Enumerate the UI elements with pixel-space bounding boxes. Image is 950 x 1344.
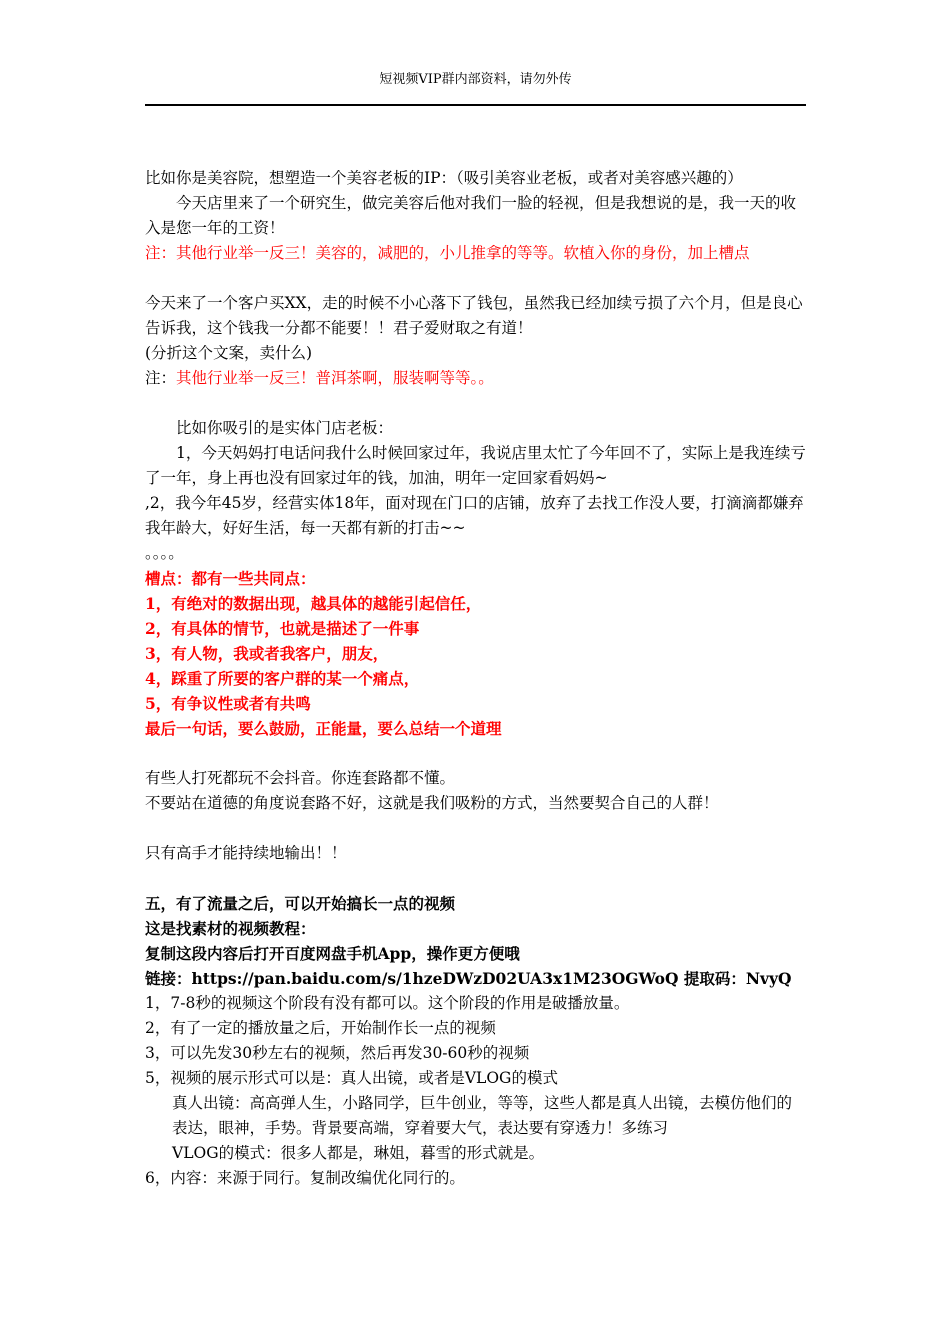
list-item-6: 6，内容：来源于同行。复制改编优化同行的。 (145, 1169, 465, 1187)
tutorial-label: 这是找素材的视频教程： (145, 919, 316, 938)
list-item-1: 1，7-8秒的视频这个阶段有没有都可以。这个阶段的作用是破播放量。 (145, 994, 630, 1012)
paragraph-morality: 不要站在道德的角度说套路不好，这就是我们吸粉的方式，当然要契合自己的人群！ (145, 794, 719, 812)
page-header: 短视频VIP群内部资料，请勿外传 (379, 72, 572, 87)
document-body (145, 166, 806, 1191)
paragraph-expert: 只有高手才能持续地输出！！ (145, 844, 347, 862)
paragraph-analyze: (分折这个文案，卖什么) (145, 344, 313, 362)
note-prefix: 注： (145, 369, 177, 387)
note-tea (145, 366, 806, 391)
list-item-5: 5，视频的展示形式可以是：真人出镜，或者是VLOG的模式 (145, 1069, 558, 1087)
list-item-2: 2，有了一定的播放量之后，开始制作长一点的视频 (145, 1019, 496, 1037)
baidu-instruction: 复制这段内容后打开百度网盘手机App，操作更方便哦 (145, 944, 520, 963)
note-beauty: 注：其他行业举一反三！美容的，减肥的，小儿推拿的等等。软植入你的身份，加上槽点 (145, 244, 750, 262)
paragraph-store-example-1: 1，今天妈妈打电话问我什么时候回家过年，我说店里太忙了今年回不了，实际上是我连续亏了一年，身上再也没有回家过年的钱，加油，明年一定回家看妈妈~ (145, 444, 806, 487)
paragraph-store-example-2: ,2，我今年45岁，经营实体18年，面对现在门口的店铺，放弃了去找工作没人要，打滴滴都嫌弃我年龄大，好好生活，每一天都有新的打击~~ (145, 494, 804, 537)
list-item-5-real-person: 真人出镜：高高弹人生，小路同学，巨牛创业，等等，这些人都是真人出镜，去模仿他们的表达，眼神，手势。背景要高端，穿着要大气，表达要有穿透力！多练习 (172, 1094, 793, 1137)
paragraph-beauty-example: 今天店里来了一个研究生，做完美容后他对我们一脸的轻视，但是我想说的是，我一天的收入是您一年的工资！ (145, 194, 797, 237)
paragraph-ellipsis: 。。。。 (145, 544, 184, 562)
key-point-2: 2，有具体的情节，也就是描述了一件事 (145, 619, 420, 638)
paragraph-beauty-intro: 比如你是美容院，想塑造一个美容老板的IP：（吸引美容业老板，或者对美容感兴趣的） (145, 169, 743, 187)
key-point-1: 1，有绝对的数据出现，越具体的越能引起信任， (145, 594, 482, 613)
key-points-title: 槽点：都有一些共同点： (145, 569, 316, 588)
key-point-3: 3，有人物，我或者我客户，朋友， (145, 644, 389, 663)
key-point-final: 最后一句话，要么鼓励，正能量，要么总结一个道理 (145, 719, 502, 738)
paragraph-store-intro: 比如你吸引的是实体门店老板： (176, 419, 394, 437)
section-heading-five: 五，有了流量之后，可以开始搞长一点的视频 (145, 894, 456, 913)
baidu-link[interactable]: 链接：https://pan.baidu.com/s/1hzeDWzD02UA3x1M23OGWoQ 提取码：NvyQ (145, 969, 792, 988)
list-item-3: 3，可以先发30秒左右的视频，然后再发30-60秒的视频 (145, 1044, 530, 1062)
paragraph-douyin: 有些人打死都玩不会抖音。你连套路都不懂。 (145, 769, 456, 787)
paragraph-wallet-example: 今天来了一个客户买XX，走的时候不小心落下了钱包，虽然我已经加续亏损了六个月，但是良心告诉我，这个钱我一分都不能要！！君子爱财取之有道！ (145, 294, 803, 337)
list-item-5-vlog: VLOG的模式：很多人都是，琳姐，暮雪的形式就是。 (172, 1144, 545, 1162)
header-divider (145, 104, 806, 106)
key-point-5: 5，有争议性或者有共鸣 (145, 694, 311, 713)
key-point-4: 4，踩重了所要的客户群的某一个痛点， (145, 669, 420, 688)
note-tea-text: 其他行业举一反三！普洱茶啊，服装啊等等。。 (176, 369, 494, 387)
